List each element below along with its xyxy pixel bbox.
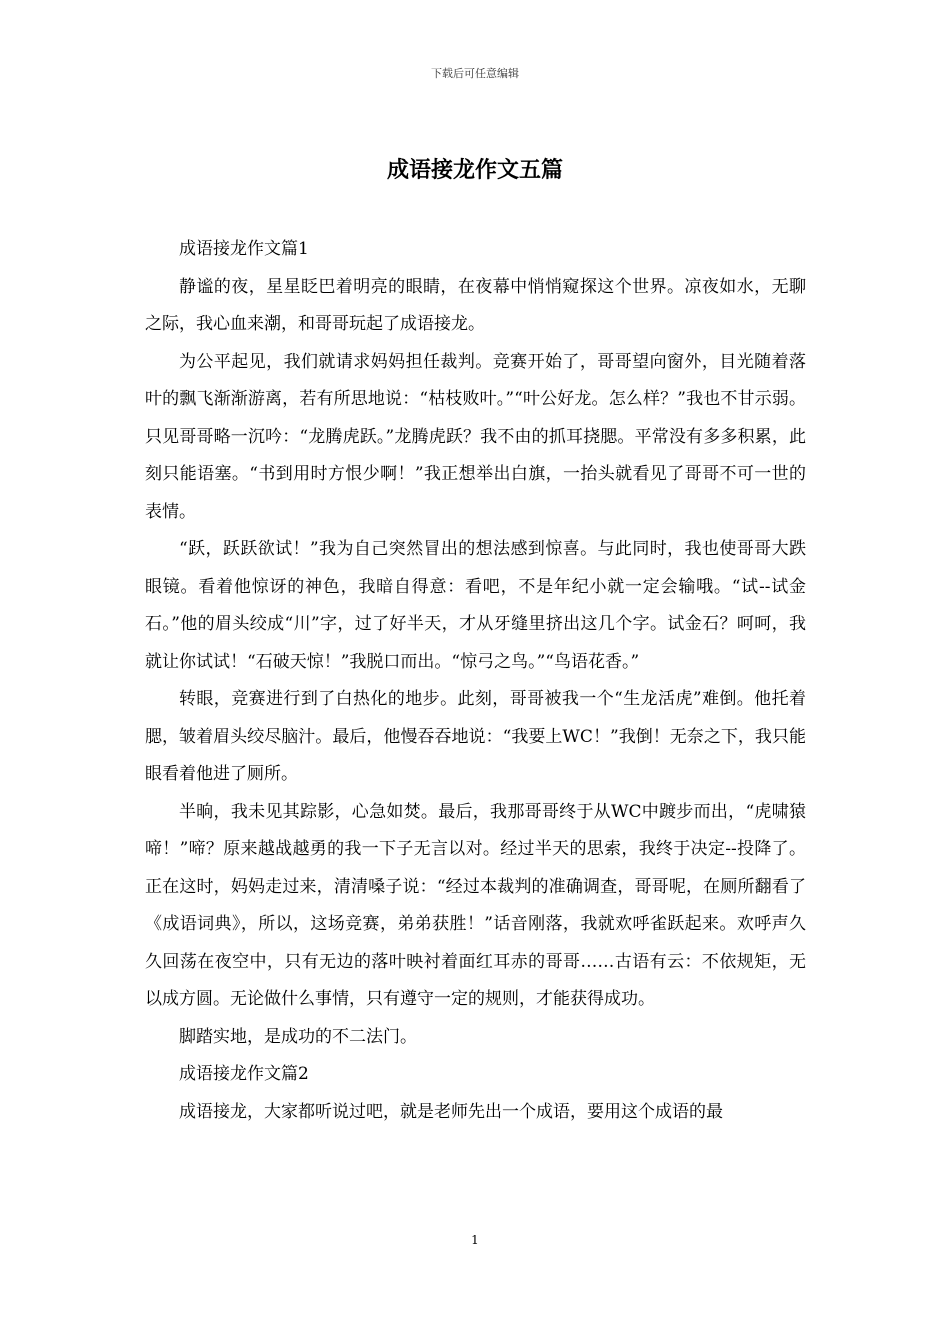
paragraph: “跃，跃跃欲试！”我为自己突然冒出的想法感到惊喜。与此同时，我也使哥哥大跌眼镜。看着他惊讶的神色，我暗自得意：看吧，不是年纪小就一定会输哦。“试--试金石。”他的眉头绞成“川”字，过了好半天，才从牙缝里挤出这几个字。试金石？呵呵，我就让你试试！“石破天惊！”我脱口而出。“惊弓之鸟。”“鸟语花香。” (145, 539, 806, 672)
paragraph: 为公平起见，我们就请求妈妈担任裁判。竞赛开始了，哥哥望向窗外，目光随着落叶的飘飞渐渐游离，若有所思地说：“枯枝败叶。”“叶公好龙。怎么样？”我也不甘示弱。只见哥哥略一沉吟：“龙腾虎跃。”龙腾虎跃？我不由的抓耳挠腮。平常没有多多积累，此刻只能语塞。“书到用时方恨少啊！”我正想举出白旗，一抬头就看见了哥哥不可一世的表情。 (145, 351, 806, 522)
paragraph: 静谧的夜，星星眨巴着明亮的眼睛，在夜幕中悄悄窥探这个世界。凉夜如水，无聊之际，我心血来潮，和哥哥玩起了成语接龙。 (145, 276, 806, 334)
paragraph: 半晌，我未见其踪影，心急如焚。最后，我那哥哥终于从WC中踱步而出，“虎啸猿啼！”啼？原来越战越勇的我一下子无言以对。经过半天的思索，我终于决定--投降了。正在这时，妈妈走过来，清清嗓子说：“经过本裁判的准确调查，哥哥呢，在厕所翻看了《成语词典》，所以，这场竞赛，弟弟获胜！”话音刚落，我就欢呼雀跃起来。欢呼声久久回荡在夜空中，只有无边的落叶映衬着面红耳赤的哥哥……古语有云：不依规矩，无以成方圆。无论做什么事情，只有遵守一定的规则，才能获得成功。 (145, 801, 806, 1009)
section-heading-1: 成语接龙作文篇1 (179, 239, 309, 259)
section-heading-2: 成语接龙作文篇2 (179, 1064, 309, 1084)
header-note: 下载后可任意编辑 (431, 67, 519, 80)
page-number: 1 (471, 1233, 479, 1247)
document-body (145, 231, 806, 1131)
paragraph: 转眼，竞赛进行到了白热化的地步。此刻，哥哥被我一个“生龙活虎”难倒。他托着腮，皱着眉头绞尽脑汁。最后，他慢吞吞地说：“我要上WC！”我倒！无奈之下，我只能眼看着他进了厕所。 (145, 689, 806, 784)
paragraph: 成语接龙，大家都听说过吧，就是老师先出一个成语，要用这个成语的最 (179, 1101, 723, 1122)
document-title: 成语接龙作文五篇 (386, 157, 563, 183)
paragraph: 脚踏实地，是成功的不二法门。 (179, 1026, 417, 1047)
